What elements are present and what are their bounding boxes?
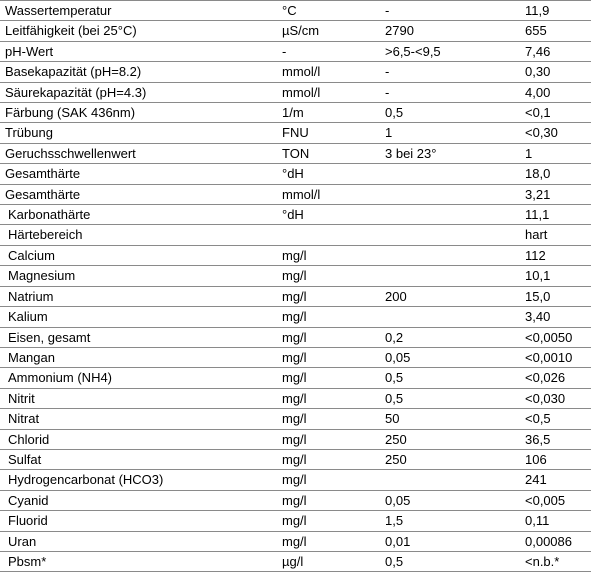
table-row <box>0 21 591 41</box>
parameter-cell: Säurekapazität (pH=4.3) <box>0 82 282 102</box>
parameter-cell: Mangan <box>0 347 282 367</box>
unit-cell: °dH <box>282 205 385 225</box>
table-row <box>0 205 591 225</box>
limit-cell <box>385 245 525 265</box>
value-cell: 0,00086 <box>525 531 591 551</box>
limit-cell: 0,2 <box>385 327 525 347</box>
value-cell: 10,1 <box>525 266 591 286</box>
limit-cell: 0,05 <box>385 347 525 367</box>
limit-cell: 0,5 <box>385 551 525 571</box>
unit-cell: mg/l <box>282 347 385 367</box>
limit-cell <box>385 184 525 204</box>
unit-cell: µg/l <box>282 551 385 571</box>
unit-cell: mmol/l <box>282 62 385 82</box>
table-row <box>0 347 591 367</box>
parameter-cell: Magnesium <box>0 266 282 286</box>
value-cell: <0,1 <box>525 103 591 123</box>
value-cell: <0,005 <box>525 490 591 510</box>
value-cell: 11,9 <box>525 1 591 21</box>
limit-cell <box>385 225 525 245</box>
limit-cell: 1 <box>385 123 525 143</box>
unit-cell: mg/l <box>282 307 385 327</box>
parameter-cell: pH-Wert <box>0 41 282 61</box>
unit-cell: mg/l <box>282 368 385 388</box>
parameter-cell: Gesamthärte <box>0 164 282 184</box>
table-row <box>0 511 591 531</box>
value-cell: 7,46 <box>525 41 591 61</box>
table-row <box>0 164 591 184</box>
table-row <box>0 62 591 82</box>
table-row <box>0 123 591 143</box>
value-cell: 11,1 <box>525 205 591 225</box>
value-cell: 3,21 <box>525 184 591 204</box>
table-row <box>0 286 591 306</box>
parameter-cell: Natrium <box>0 286 282 306</box>
parameter-cell: Wassertemperatur <box>0 1 282 21</box>
value-cell: <0,0010 <box>525 347 591 367</box>
limit-cell <box>385 205 525 225</box>
table-row <box>0 82 591 102</box>
value-cell: 106 <box>525 449 591 469</box>
unit-cell: °C <box>282 1 385 21</box>
table-row <box>0 368 591 388</box>
table-row <box>0 266 591 286</box>
limit-cell: 3 bei 23° <box>385 143 525 163</box>
table-row <box>0 184 591 204</box>
parameter-cell: Nitrat <box>0 409 282 429</box>
limit-cell: 0,5 <box>385 103 525 123</box>
parameter-cell: Geruchsschwellenwert <box>0 143 282 163</box>
limit-cell: 0,5 <box>385 368 525 388</box>
parameter-cell: Calcium <box>0 245 282 265</box>
limit-cell: 250 <box>385 429 525 449</box>
limit-cell <box>385 164 525 184</box>
unit-cell: 1/m <box>282 103 385 123</box>
limit-cell: - <box>385 62 525 82</box>
table-row <box>0 143 591 163</box>
value-cell: 655 <box>525 21 591 41</box>
unit-cell: TON <box>282 143 385 163</box>
parameter-cell: Ammonium (NH4) <box>0 368 282 388</box>
table-row <box>0 41 591 61</box>
parameter-cell: Fluorid <box>0 511 282 531</box>
parameter-cell: Basekapazität (pH=8.2) <box>0 62 282 82</box>
unit-cell: mg/l <box>282 470 385 490</box>
value-cell: <n.b.* <box>525 551 591 571</box>
unit-cell <box>282 225 385 245</box>
value-cell: hart <box>525 225 591 245</box>
parameter-cell: Cyanid <box>0 490 282 510</box>
parameter-cell: Karbonathärte <box>0 205 282 225</box>
table-row <box>0 409 591 429</box>
table-row <box>0 429 591 449</box>
unit-cell: mmol/l <box>282 82 385 102</box>
value-cell: 241 <box>525 470 591 490</box>
limit-cell: 0,5 <box>385 388 525 408</box>
table-row <box>0 449 591 469</box>
unit-cell: mg/l <box>282 266 385 286</box>
table-row <box>0 103 591 123</box>
limit-cell: 0,01 <box>385 531 525 551</box>
value-cell: 3,40 <box>525 307 591 327</box>
unit-cell: mg/l <box>282 490 385 510</box>
limit-cell: 250 <box>385 449 525 469</box>
limit-cell <box>385 470 525 490</box>
parameter-cell: Nitrit <box>0 388 282 408</box>
table-row <box>0 531 591 551</box>
table-row <box>0 307 591 327</box>
value-cell: <0,5 <box>525 409 591 429</box>
limit-cell: 50 <box>385 409 525 429</box>
parameter-cell: Uran <box>0 531 282 551</box>
parameter-cell: Hydrogencarbonat (HCO3) <box>0 470 282 490</box>
value-cell: 36,5 <box>525 429 591 449</box>
parameter-cell: Färbung (SAK 436nm) <box>0 103 282 123</box>
table-row <box>0 1 591 21</box>
limit-cell: 2790 <box>385 21 525 41</box>
unit-cell: FNU <box>282 123 385 143</box>
table-row <box>0 327 591 347</box>
value-cell: <0,030 <box>525 388 591 408</box>
unit-cell: mg/l <box>282 511 385 531</box>
value-cell: 18,0 <box>525 164 591 184</box>
unit-cell: mg/l <box>282 388 385 408</box>
parameter-cell: Härtebereich <box>0 225 282 245</box>
value-cell: 15,0 <box>525 286 591 306</box>
value-cell: <0,026 <box>525 368 591 388</box>
table-row <box>0 388 591 408</box>
unit-cell: - <box>282 41 385 61</box>
unit-cell: mg/l <box>282 409 385 429</box>
limit-cell: - <box>385 1 525 21</box>
parameter-cell: Chlorid <box>0 429 282 449</box>
unit-cell: µS/cm <box>282 21 385 41</box>
limit-cell: 200 <box>385 286 525 306</box>
parameter-cell: Eisen, gesamt <box>0 327 282 347</box>
value-cell: <0,0050 <box>525 327 591 347</box>
table-row <box>0 490 591 510</box>
parameter-cell: Gesamthärte <box>0 184 282 204</box>
parameter-cell: Sulfat <box>0 449 282 469</box>
unit-cell: mg/l <box>282 245 385 265</box>
limit-cell: - <box>385 82 525 102</box>
limit-cell: 1,5 <box>385 511 525 531</box>
limit-cell: 0,05 <box>385 490 525 510</box>
value-cell: 112 <box>525 245 591 265</box>
limit-cell <box>385 266 525 286</box>
unit-cell: mg/l <box>282 286 385 306</box>
unit-cell: °dH <box>282 164 385 184</box>
value-cell: 0,30 <box>525 62 591 82</box>
parameter-cell: Kalium <box>0 307 282 327</box>
value-cell: <0,30 <box>525 123 591 143</box>
table-row <box>0 245 591 265</box>
table-row <box>0 551 591 571</box>
parameter-cell: Leitfähigkeit (bei 25°C) <box>0 21 282 41</box>
unit-cell: mg/l <box>282 449 385 469</box>
limit-cell: >6,5-<9,5 <box>385 41 525 61</box>
unit-cell: mg/l <box>282 327 385 347</box>
unit-cell: mmol/l <box>282 184 385 204</box>
value-cell: 0,11 <box>525 511 591 531</box>
parameter-cell: Pbsm* <box>0 551 282 571</box>
unit-cell: mg/l <box>282 531 385 551</box>
table-row <box>0 470 591 490</box>
table-row <box>0 225 591 245</box>
unit-cell: mg/l <box>282 429 385 449</box>
water-analysis-table-body <box>0 1 591 572</box>
value-cell: 4,00 <box>525 82 591 102</box>
limit-cell <box>385 307 525 327</box>
value-cell: 1 <box>525 143 591 163</box>
parameter-cell: Trübung <box>0 123 282 143</box>
